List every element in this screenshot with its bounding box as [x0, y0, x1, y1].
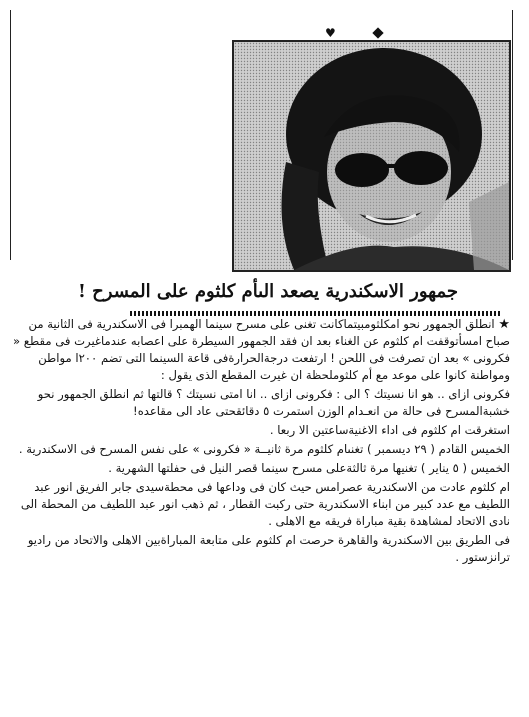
article-body [12, 316, 510, 568]
paragraph-4: الخميس القادم ( ٢٩ ديسمبر ) تغنىام كلثوم مرة ثانيــة « فكرونى » على نفس المسرح فى الاسكندرية . [18, 442, 510, 456]
paragraph-1 [12, 316, 510, 384]
paragraph-3: استغرقت ام كلثوم فى اداء الاغنيةساعتين الا ربعا . [269, 423, 510, 437]
diamond-ornament-icon [372, 27, 383, 38]
heart-ornament-icon: ♥ [325, 26, 336, 40]
paragraph-1-text: انطلق الجمهور نحو امكلثومبيتماكانت تغنى على مسرح سينما الهمبرا فى الاسكندرية فى الثانية من صباح امسأتوقفت ام كلثوم عن الغناء بعد ان فقد الجمهور السيطرة على اعصابه عندماغيرت فى مقطع « فكرونى » بعد ان تصرفت فى اللحن ! ارتفعت درجةالحرارةفى قاعة السينما التى تضم ٢٠٠ا مواطن ومواطنة كانوا على موعد مع أم كلثوملحظة ان غيرت المقطع الذى يقول : [13, 317, 510, 382]
portrait-photo [232, 40, 511, 272]
portrait-illustration [234, 42, 509, 270]
top-ornament-row [0, 28, 529, 40]
headline: جمهور الاسكندرية يصعد الىأم كلثوم على المسرح ! [77, 281, 458, 302]
paragraph-2: فكرونى ازاى .. هو انا نسيتك ؟ الى : فكرونى ازاى .. انا امتى نسيتك ؟ قالتها ثم انطلق الجمهور نحو خشبةالمسرح فى حالة من انعـدام الوزن استمرت ٥ دقائقحتى عاد الى مقاعده! [37, 387, 510, 418]
star-icon: ★ [498, 317, 510, 332]
paragraph-6: ام كلثوم عادت من الاسكندرية عصرامس حيث كان فى وداعها فى محطةسيدى جابر الفريق انور عبد اللطيف مع عدد كبير من ابناء الاسكندرية حتى ركبت القطار ، ثم ذهب انور عبد اللطيف من المحطة الى نادى الاتحاد لمشاهدة بقية مباراة فريقه مع الاهلى . [20, 480, 510, 528]
right-column-divider [512, 10, 513, 260]
left-column-divider [10, 10, 11, 260]
paragraph-7: فى الطريق بين الاسكندرية والقاهرة حرصت ام كلثوم على متابعة المباراةبين الاهلى والاتحاد من راديو ترانزستور . [27, 533, 510, 564]
paragraph-5: الخميس ( ٥ يناير ) تغنيها مرة ثالثةعلى مسرح سينما قصر النيل فى حفلتها الشهرية . [108, 461, 510, 475]
